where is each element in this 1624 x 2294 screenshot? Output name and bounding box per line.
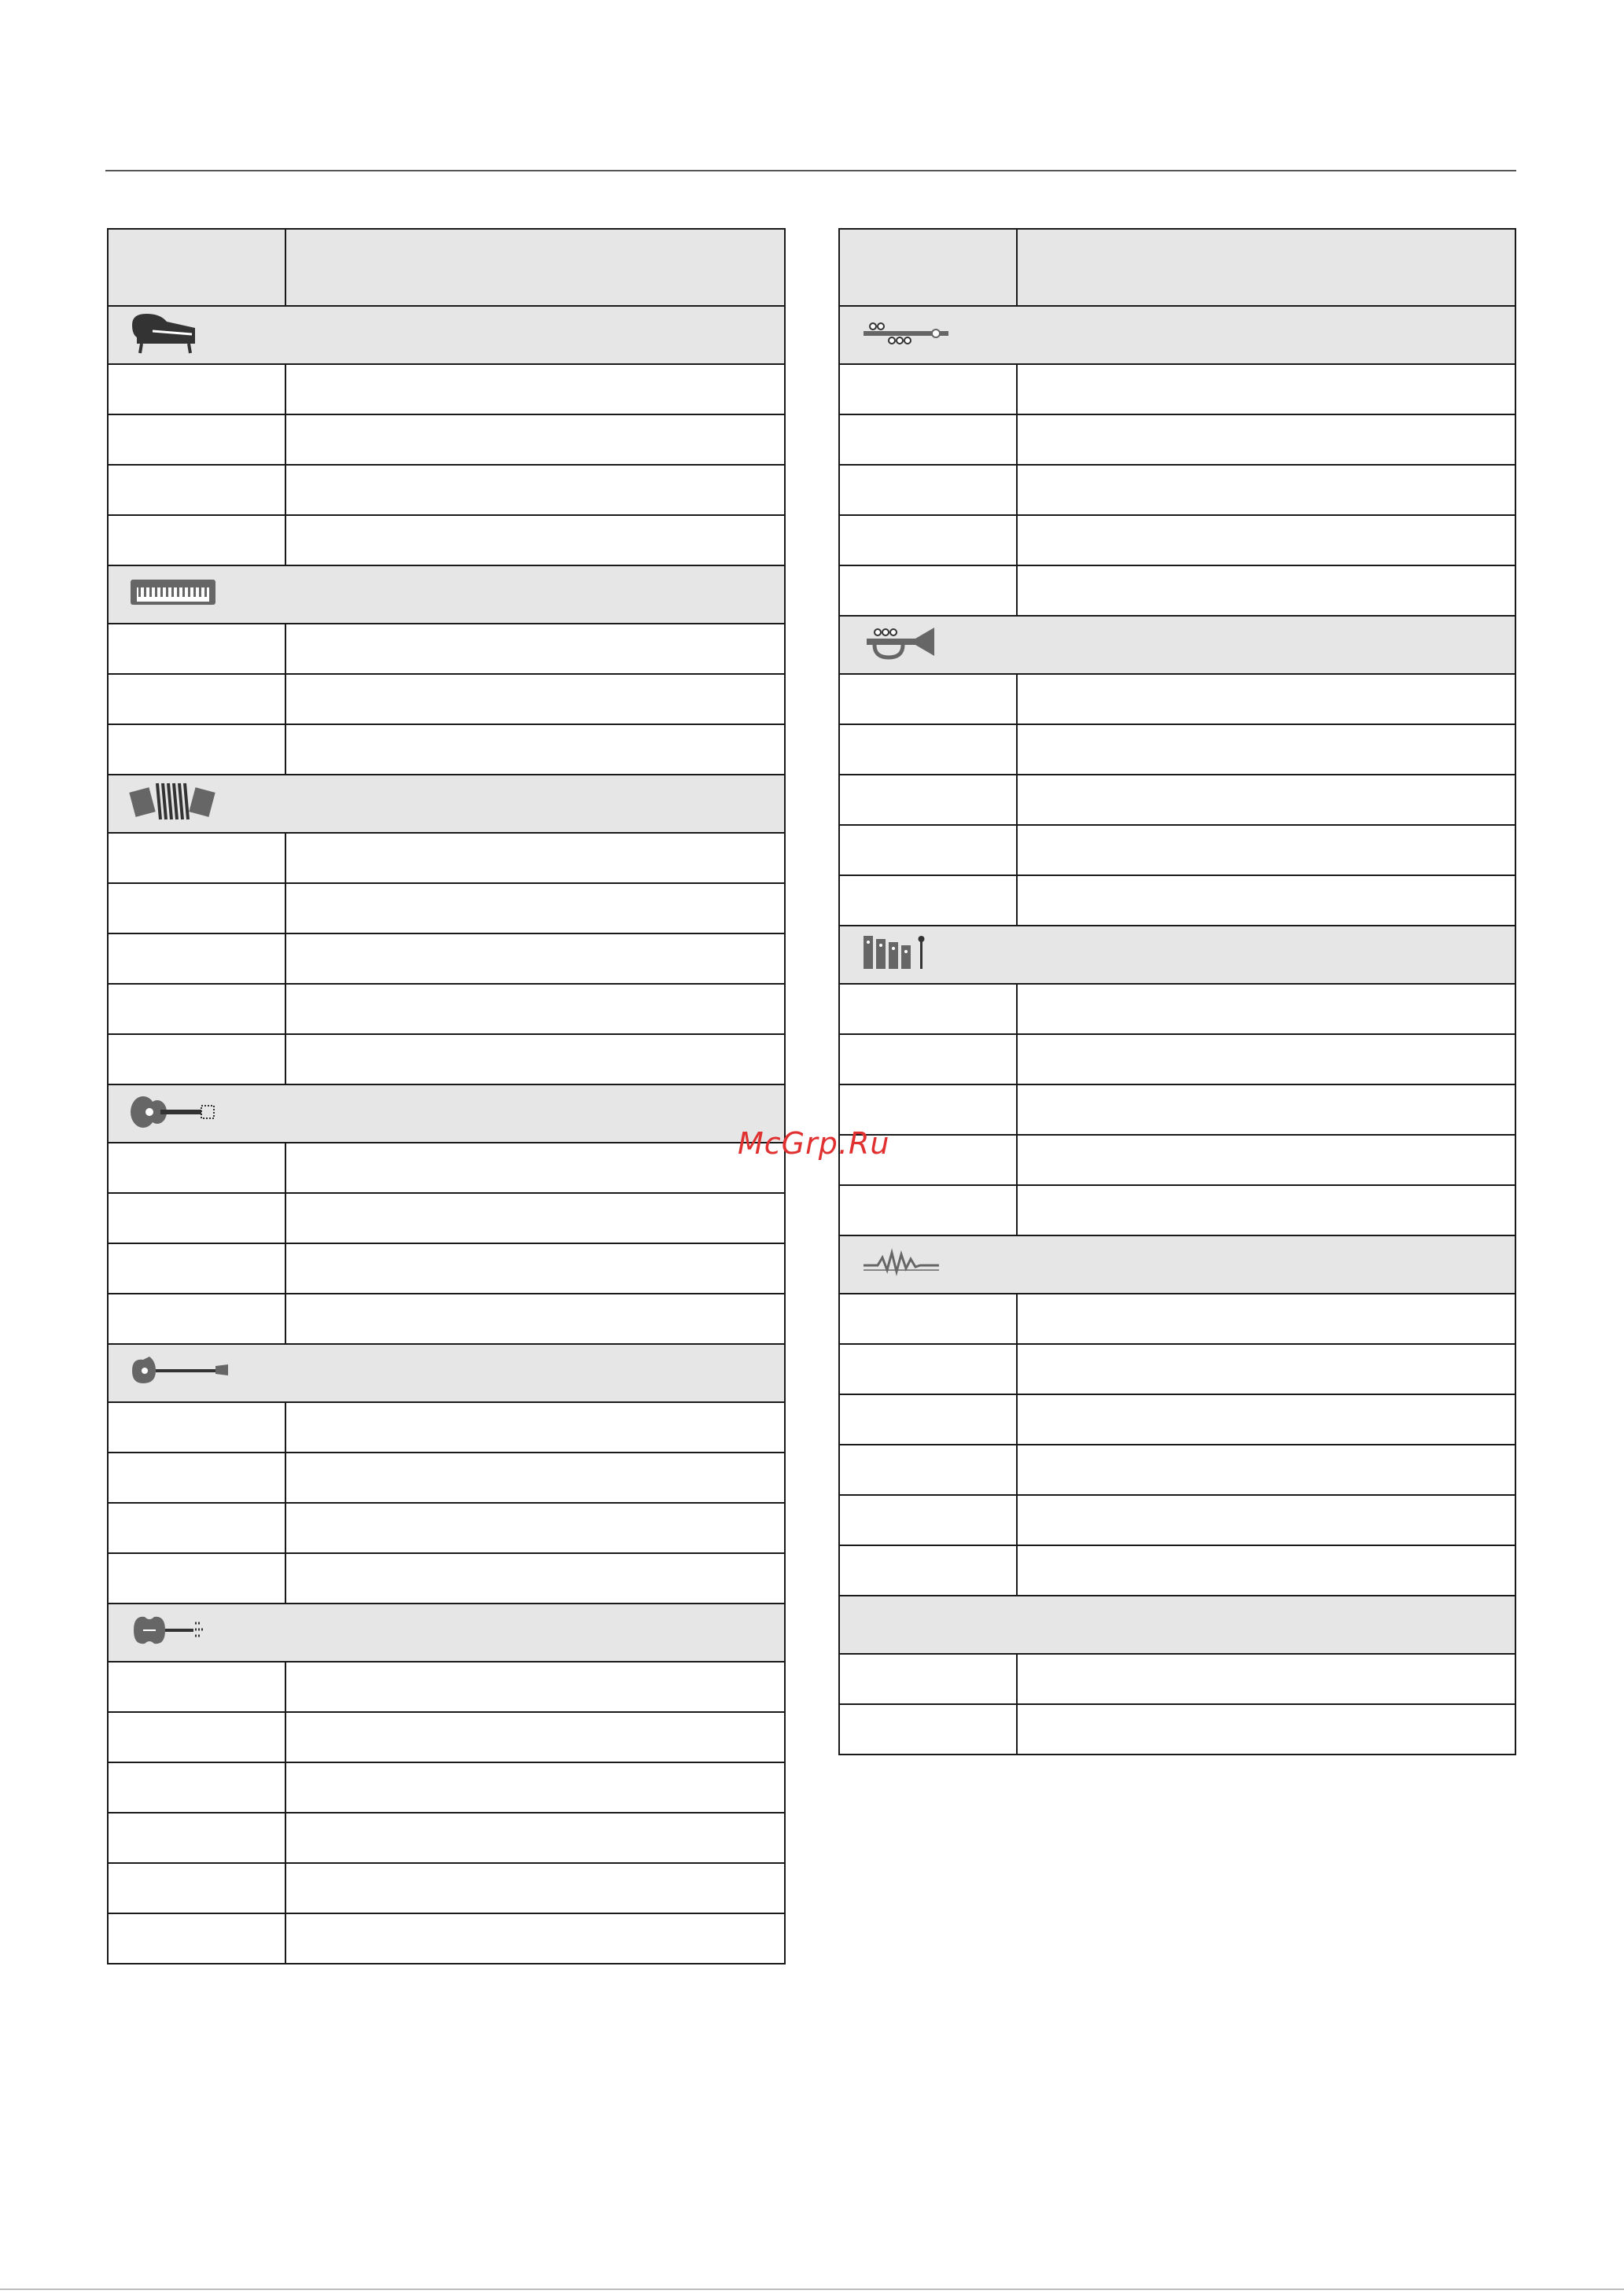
table-row xyxy=(108,1143,785,1193)
watermark: McGrp.Ru xyxy=(738,1126,890,1161)
table-row xyxy=(839,775,1515,825)
name-cell xyxy=(1017,515,1515,565)
table-row xyxy=(108,1762,785,1813)
number-cell xyxy=(108,1662,285,1712)
number-cell xyxy=(108,1243,285,1294)
number-cell xyxy=(839,775,1017,825)
table-row xyxy=(108,933,785,984)
table-row xyxy=(108,724,785,775)
name-cell xyxy=(1017,1034,1515,1084)
number-cell xyxy=(839,1654,1017,1704)
table-row xyxy=(839,1394,1515,1445)
number-cell xyxy=(108,1913,285,1964)
table-row xyxy=(839,364,1515,414)
category-cell xyxy=(108,1344,785,1402)
number-cell xyxy=(839,825,1017,875)
table-header xyxy=(108,229,785,306)
category-row xyxy=(839,1235,1515,1294)
name-cell xyxy=(285,724,785,775)
name-cell xyxy=(285,414,785,465)
name-cell xyxy=(285,833,785,883)
number-cell xyxy=(108,674,285,724)
name-cell xyxy=(1017,1394,1515,1445)
category-cell xyxy=(839,1235,1515,1294)
name-cell xyxy=(285,1553,785,1604)
category-row xyxy=(839,616,1515,674)
name-cell xyxy=(285,984,785,1034)
header-cell-number xyxy=(839,229,1017,306)
name-cell xyxy=(1017,984,1515,1034)
table-row xyxy=(108,883,785,933)
number-cell xyxy=(839,1704,1017,1755)
table-row xyxy=(839,724,1515,775)
name-cell xyxy=(285,1813,785,1863)
name-cell xyxy=(1017,1495,1515,1545)
table-header xyxy=(839,229,1515,306)
name-cell xyxy=(285,883,785,933)
number-cell xyxy=(108,1553,285,1604)
name-cell xyxy=(285,1243,785,1294)
number-cell xyxy=(839,364,1017,414)
table-row xyxy=(108,833,785,883)
accordion-icon xyxy=(129,780,215,828)
table-row xyxy=(839,515,1515,565)
category-cell xyxy=(108,1604,785,1662)
number-cell xyxy=(108,1712,285,1762)
name-cell xyxy=(285,364,785,414)
number-cell xyxy=(108,1193,285,1243)
number-cell xyxy=(108,414,285,465)
table-row xyxy=(108,1294,785,1344)
name-cell xyxy=(285,674,785,724)
number-cell xyxy=(108,1503,285,1553)
voice-list-table-left xyxy=(107,228,786,1964)
name-cell xyxy=(285,1143,785,1193)
category-row xyxy=(108,565,785,624)
category-row xyxy=(839,1596,1515,1654)
number-cell xyxy=(108,933,285,984)
name-cell xyxy=(1017,414,1515,465)
table-row xyxy=(839,1135,1515,1185)
name-cell xyxy=(1017,1445,1515,1495)
name-cell xyxy=(285,1034,785,1084)
number-cell xyxy=(108,1034,285,1084)
name-cell xyxy=(1017,825,1515,875)
table-row xyxy=(108,515,785,565)
table-row xyxy=(839,1084,1515,1135)
number-cell xyxy=(108,724,285,775)
number-cell xyxy=(839,565,1017,616)
header-cell-name xyxy=(1017,229,1515,306)
name-cell xyxy=(1017,1294,1515,1344)
category-cell xyxy=(108,565,785,624)
category-cell xyxy=(108,306,785,364)
table-row xyxy=(108,624,785,674)
table-row xyxy=(839,875,1515,926)
violin-icon xyxy=(129,1611,208,1655)
category-row xyxy=(108,1084,785,1143)
number-cell xyxy=(108,364,285,414)
table-row xyxy=(839,1034,1515,1084)
name-cell xyxy=(1017,875,1515,926)
header-rule xyxy=(105,170,1516,171)
number-cell xyxy=(108,1453,285,1503)
name-cell xyxy=(285,1662,785,1712)
name-cell xyxy=(285,1762,785,1813)
number-cell xyxy=(108,833,285,883)
name-cell xyxy=(1017,724,1515,775)
table-row xyxy=(108,1243,785,1294)
table-row xyxy=(108,1913,785,1964)
name-cell xyxy=(285,1402,785,1453)
name-cell xyxy=(285,624,785,674)
table-row xyxy=(839,1545,1515,1596)
name-cell xyxy=(285,1712,785,1762)
flute-icon xyxy=(860,317,952,354)
table-row xyxy=(839,1445,1515,1495)
category-row xyxy=(108,1344,785,1402)
name-cell xyxy=(1017,1185,1515,1235)
table-row xyxy=(108,1034,785,1084)
name-cell xyxy=(1017,674,1515,724)
table-row xyxy=(839,1294,1515,1344)
table-row xyxy=(108,414,785,465)
name-cell xyxy=(285,1863,785,1913)
number-cell xyxy=(839,414,1017,465)
table-row xyxy=(839,1185,1515,1235)
table-row xyxy=(108,465,785,515)
number-cell xyxy=(839,515,1017,565)
keyboard-icon xyxy=(129,576,217,613)
name-cell xyxy=(1017,1654,1515,1704)
number-cell xyxy=(839,1294,1017,1344)
number-cell xyxy=(839,875,1017,926)
table-row xyxy=(108,1662,785,1712)
category-cell xyxy=(839,306,1515,364)
table-row xyxy=(839,1654,1515,1704)
number-cell xyxy=(839,1545,1017,1596)
name-cell xyxy=(1017,364,1515,414)
category-row xyxy=(108,1604,785,1662)
table-row xyxy=(839,465,1515,515)
number-cell xyxy=(108,1294,285,1344)
table-row xyxy=(108,674,785,724)
number-cell xyxy=(108,1762,285,1813)
number-cell xyxy=(108,883,285,933)
page-bottom-edge xyxy=(0,2288,1624,2290)
name-cell xyxy=(285,1294,785,1344)
category-cell xyxy=(839,616,1515,674)
name-cell xyxy=(1017,465,1515,515)
name-cell xyxy=(1017,565,1515,616)
number-cell xyxy=(839,1394,1017,1445)
name-cell xyxy=(1017,1344,1515,1394)
number-cell xyxy=(108,1863,285,1913)
table-row xyxy=(839,825,1515,875)
category-row xyxy=(108,775,785,833)
header-cell-number xyxy=(108,229,285,306)
number-cell xyxy=(108,465,285,515)
number-cell xyxy=(839,724,1017,775)
category-row xyxy=(839,306,1515,364)
name-cell xyxy=(285,1503,785,1553)
number-cell xyxy=(839,1185,1017,1235)
number-cell xyxy=(839,1344,1017,1394)
table-row xyxy=(839,414,1515,465)
name-cell xyxy=(285,515,785,565)
table-row xyxy=(839,674,1515,724)
number-cell xyxy=(108,1402,285,1453)
grand-piano-icon xyxy=(129,311,200,360)
name-cell xyxy=(1017,1084,1515,1135)
number-cell xyxy=(839,1495,1017,1545)
name-cell xyxy=(285,1193,785,1243)
name-cell xyxy=(285,465,785,515)
table-row xyxy=(839,565,1515,616)
trumpet-icon xyxy=(860,623,939,668)
table-row xyxy=(839,1495,1515,1545)
category-cell xyxy=(108,1084,785,1143)
category-row xyxy=(108,306,785,364)
table-row xyxy=(839,1344,1515,1394)
number-cell xyxy=(839,674,1017,724)
table-row xyxy=(108,364,785,414)
name-cell xyxy=(1017,775,1515,825)
table-row xyxy=(839,1704,1515,1755)
name-cell xyxy=(1017,1704,1515,1755)
table-row xyxy=(108,1712,785,1762)
voice-list-table-right xyxy=(838,228,1516,1755)
name-cell xyxy=(1017,1545,1515,1596)
name-cell xyxy=(285,1913,785,1964)
table-row xyxy=(108,1863,785,1913)
table-row xyxy=(839,984,1515,1034)
name-cell xyxy=(285,933,785,984)
table-row xyxy=(108,1402,785,1453)
number-cell xyxy=(108,515,285,565)
number-cell xyxy=(839,984,1017,1034)
category-cell xyxy=(108,775,785,833)
mallet-percussion-icon xyxy=(860,933,931,978)
number-cell xyxy=(108,624,285,674)
table-row xyxy=(108,1813,785,1863)
number-cell xyxy=(108,1143,285,1193)
category-cell xyxy=(839,1596,1515,1654)
table-row xyxy=(108,1453,785,1503)
name-cell xyxy=(285,1453,785,1503)
table-row xyxy=(108,1193,785,1243)
acoustic-guitar-icon xyxy=(129,1092,215,1136)
header-cell-name xyxy=(285,229,785,306)
category-cell xyxy=(839,926,1515,984)
name-cell xyxy=(1017,1135,1515,1185)
number-cell xyxy=(839,465,1017,515)
table-row xyxy=(108,1553,785,1604)
electric-guitar-icon xyxy=(129,1353,231,1394)
waveform-icon xyxy=(860,1246,942,1283)
number-cell xyxy=(839,1034,1017,1084)
number-cell xyxy=(108,984,285,1034)
number-cell xyxy=(839,1445,1017,1495)
number-cell xyxy=(108,1813,285,1863)
table-row xyxy=(108,1503,785,1553)
table-row xyxy=(108,984,785,1034)
category-row xyxy=(839,926,1515,984)
